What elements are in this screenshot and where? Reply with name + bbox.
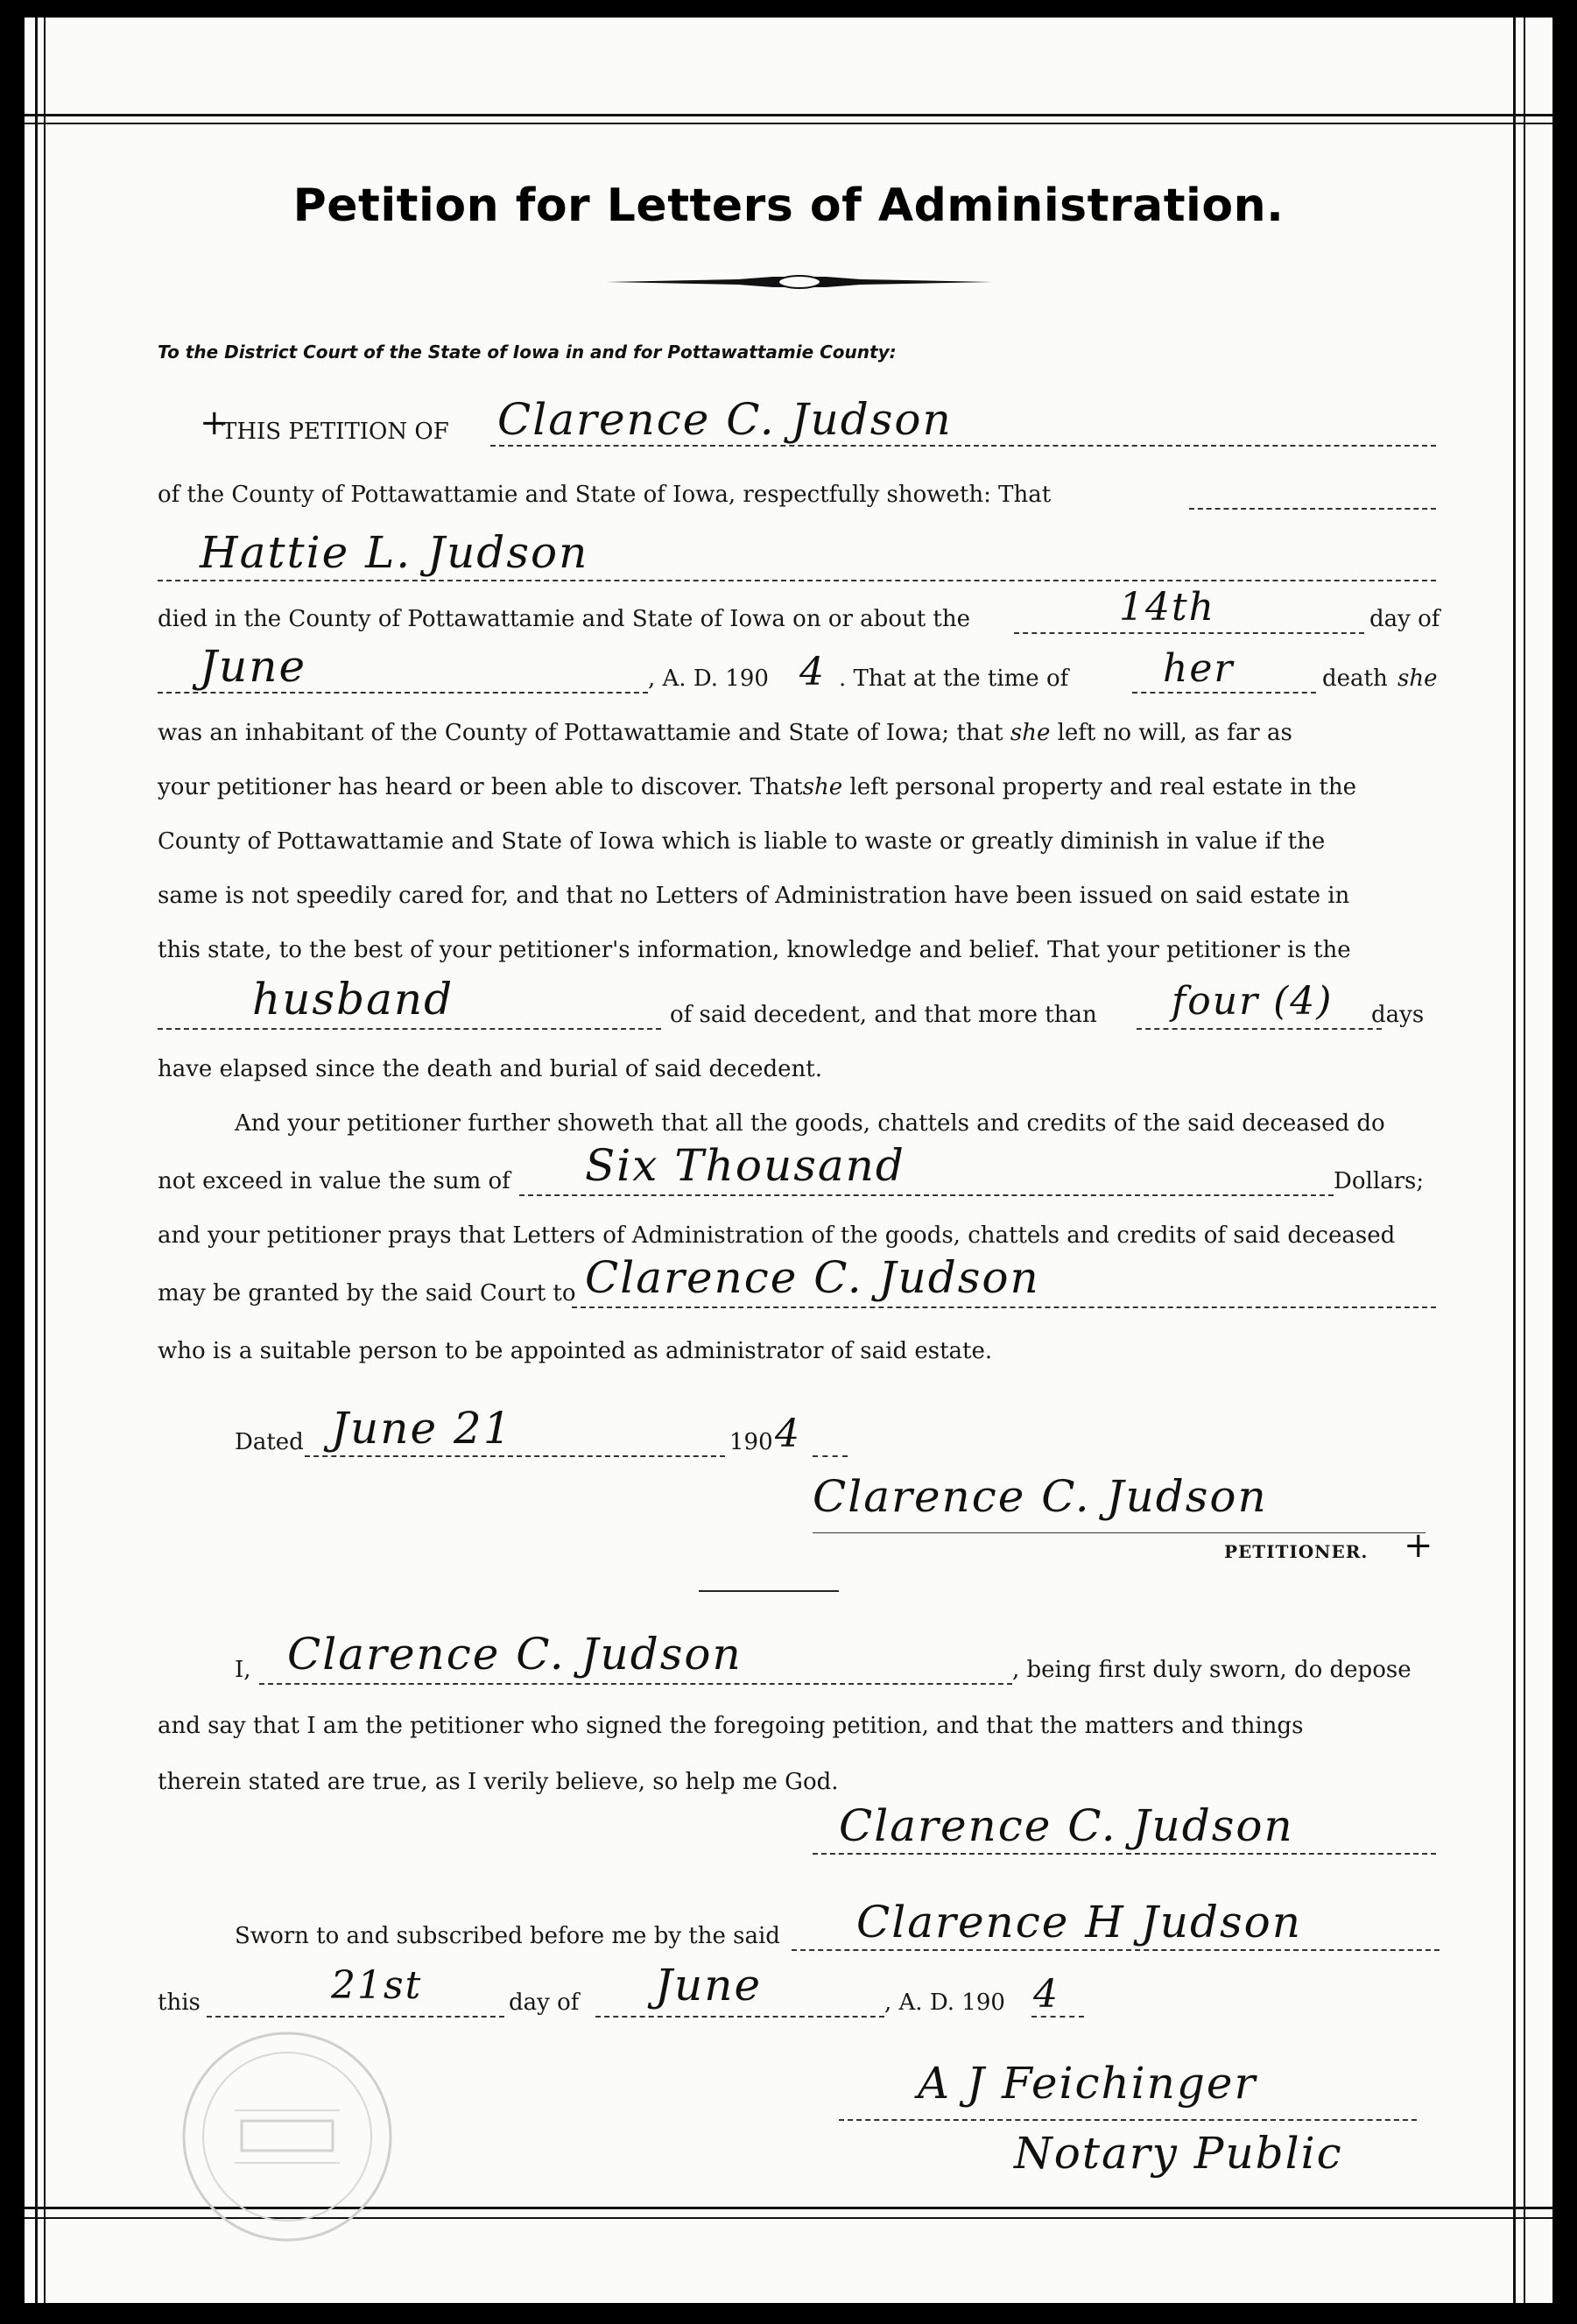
sworn-name-blank — [792, 1949, 1440, 1951]
dated-label: Dated — [235, 1429, 304, 1455]
para2-line1: And your petitioner further showeth that all the goods, chattels and credits of the said deceased do — [235, 1110, 1385, 1137]
this-label: this — [158, 1989, 201, 2016]
oath-i: I, — [235, 1657, 251, 1683]
dated-year-prefix: 190 — [729, 1429, 773, 1455]
dated-blank — [305, 1455, 725, 1457]
para1-line2 — [158, 774, 1356, 800]
she-1: she — [1397, 666, 1438, 692]
oath-name-blank — [259, 1683, 1012, 1685]
sworn-name: Clarence H Judson — [856, 1897, 1302, 1947]
suitable-line: who is a suitable person to be appointed as administrator of said estate. — [158, 1338, 993, 1364]
sworn-month-blank — [595, 2016, 884, 2018]
days-word: days — [1371, 1002, 1425, 1028]
petition-of-label: THIS PETITION OF — [222, 419, 449, 445]
days-count: four (4) — [1172, 979, 1334, 1024]
petitioner-name-blank — [490, 445, 1436, 447]
she-3: she — [802, 774, 843, 800]
sworn-day-blank — [207, 2016, 504, 2018]
para1-line1-text: was an inhabitant of the County of Pottawattamie and State of Iowa; that — [158, 720, 1003, 746]
relationship-blank — [158, 1028, 661, 1030]
sworn-year-blank — [1031, 2016, 1084, 2018]
para1-line4: same is not speedily cared for, and that no Letters of Administration have been issued on said estate in — [158, 883, 1350, 909]
decedent-text: of said decedent, and that more than — [670, 1002, 1097, 1028]
petitioner-caption: PETITIONER. — [1224, 1541, 1369, 1562]
para1-line3: County of Pottawattamie and State of Iowa which is liable to waste or greatly diminish in value if the — [158, 828, 1326, 855]
section-divider — [699, 1590, 839, 1592]
estate-value: Six Thousand — [585, 1140, 905, 1191]
court-address: To the District Court of the State of Iowa in and for Pottawattamie County: — [158, 342, 897, 363]
left-border-outer — [35, 18, 38, 2303]
para1-line5: this state, to the best of your petitioner's information, knowledge and belief. That your petitioner is the — [158, 937, 1351, 963]
sworn-month: June — [655, 1960, 763, 2011]
para1-line2-a: your petitioner has heard or been able to discover. That — [158, 774, 803, 800]
petitioner-name: Clarence C. Judson — [497, 394, 953, 445]
sworn-day: 21st — [331, 1963, 423, 2008]
oath-line3: therein stated are true, as I verily believe, so help me God. — [158, 1769, 839, 1795]
petitioner-tick: + — [1404, 1525, 1435, 1566]
notary-name: A J Feichinger — [918, 2058, 1257, 2109]
ad-prefix: , A. D. 190 — [648, 666, 769, 692]
county-line-blank — [1189, 508, 1436, 510]
dated-year-blank — [813, 1455, 848, 1457]
petitioner-signature: Clarence C. Judson — [813, 1471, 1268, 1522]
death-year-digit: 4 — [799, 650, 826, 694]
sworn-year-digit: 4 — [1033, 1972, 1060, 2017]
death-month-blank — [158, 692, 648, 694]
ornamental-rule — [607, 271, 992, 292]
oath-signature-blank — [813, 1853, 1436, 1855]
sworn-ad: , A. D. 190 — [884, 1989, 1005, 2016]
she-2: she — [1010, 720, 1051, 746]
died-line: died in the County of Pottawattamie and State of Iowa on or about the — [158, 606, 971, 632]
sworn-label: Sworn to and subscribed before me by the said — [235, 1923, 780, 1949]
para1-line1 — [158, 720, 1436, 746]
day-of-label-2: day of — [509, 1989, 580, 2016]
notary-seal — [173, 2023, 401, 2250]
left-border-inner — [44, 18, 46, 2303]
pronoun-blank — [1132, 692, 1316, 694]
top-border-outer — [25, 114, 1552, 116]
county-line: of the County of Pottawattamie and State of Iowa, respectfully showeth: That — [158, 482, 1052, 508]
oath-name: Clarence C. Judson — [287, 1629, 743, 1680]
not-exceed-label: not exceed in value the sum of — [158, 1168, 510, 1194]
administrator-name: Clarence C. Judson — [585, 1252, 1040, 1303]
death-day-blank — [1014, 632, 1364, 634]
elapsed-line: have elapsed since the death and burial of said decedent. — [158, 1056, 822, 1082]
day-of-label: day of — [1369, 606, 1440, 632]
estate-value-blank — [519, 1194, 1334, 1196]
document-sheet — [25, 18, 1552, 2303]
death-month: June — [200, 641, 307, 692]
dated-year-digit: 4 — [775, 1412, 801, 1456]
decedent-name-blank — [158, 580, 1436, 581]
days-count-blank — [1137, 1028, 1382, 1030]
petitioner-signature-line — [813, 1532, 1426, 1533]
plus-mark: + — [200, 403, 231, 443]
dollars-label: Dollars; — [1334, 1168, 1425, 1194]
para2-line3: and your petitioner prays that Letters of Administration of the goods, chattels and credits of said deceased — [158, 1222, 1396, 1249]
right-border-inner — [1513, 18, 1516, 2303]
granted-to-label: may be granted by the said Court to — [158, 1280, 576, 1306]
death-day: 14th — [1119, 585, 1216, 630]
pronoun-her: her — [1163, 646, 1235, 691]
oath-line1-end: , being first duly sworn, do depose — [1012, 1657, 1412, 1683]
document-title: Petition for Letters of Administration. — [292, 180, 1285, 232]
oath-signature: Clarence C. Judson — [839, 1800, 1294, 1851]
dated-value: June 21 — [331, 1403, 513, 1454]
para1-line2-b: left personal property and real estate in the — [849, 774, 1357, 800]
death-word: death — [1322, 666, 1388, 692]
notary-signature-blank — [839, 2119, 1417, 2121]
para1-line1-end: left no will, as far as — [1057, 720, 1292, 746]
oath-line2: and say that I am the petitioner who signed the foregoing petition, and that the matters and things — [158, 1713, 1304, 1739]
relationship: husband — [252, 974, 454, 1025]
top-border-inner — [25, 123, 1552, 124]
notary-title: Notary Public — [1014, 2128, 1343, 2179]
administrator-blank — [572, 1306, 1436, 1308]
at-time-text: . That at the time of — [839, 666, 1069, 692]
decedent-name: Hattie L. Judson — [200, 527, 589, 578]
right-border-outer — [1524, 18, 1525, 2303]
